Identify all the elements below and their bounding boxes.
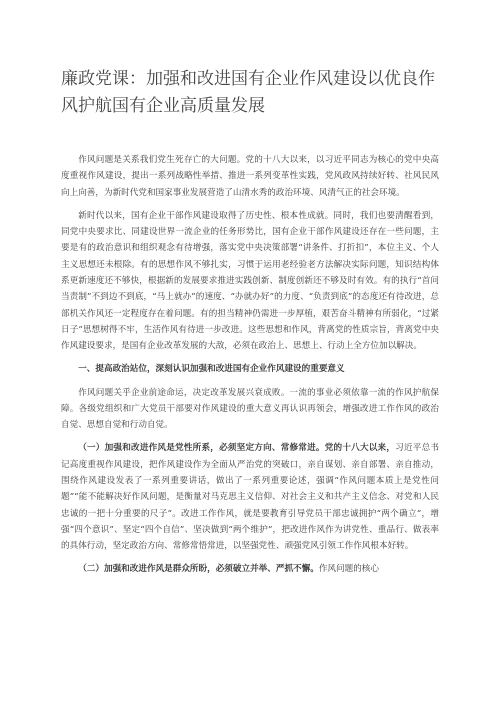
point-body: 作风问题的核心 (318, 564, 379, 575)
paragraph: 作风问题是关系我们党生死存亡的大问题。党的十八大以来，以习近平同志为核心的党中央高度重视作风建设，提出一系列战略性举措、推进一系列变革性实践，党风政风持续好转、社风民风向上向善，为新时代党和国家事业发展营造了山清水秀的政治环境、风清气正的社会环境。 (61, 155, 439, 198)
paragraph (61, 561, 439, 577)
point-body: 习近平总书记高度重视作风建设，把作风建设作为全面从严治党的突破口，亲自谋划、亲自部署、亲自推动，围绕作风建设发表了一系列重要讲话，做出了一系列重要论述，强调“作风问题本质上是党性问题”“能不能解决好作风问题，是衡量对马克思主义信仰、对社会主义和共产主义信念、对党和人民忠诚的一把十分重要的尺子”。改进工作作风，就是要教育引导党员干部忠诚拥护“两个确立”，增强“四个意识”、坚定“四个自信”、坚决做到“两个维护”，把改进作风作为讲党性、重品行、做表率的具体行动，坚定政治方向、常修常悟常进，以坚强党性、顽强党风引领工作作风根本好转。 (61, 443, 439, 552)
point-lead: （一）加强和改进作风是党性所系，必须坚定方向、常修常进。党的十八大以来， (78, 443, 396, 454)
paragraph: 新时代以来，国有企业干部作风建设取得了历史性、根本性成就。同时，我们也要清醒看到，同党中央要求比、同建设世界一流企业的任务形势比，国有企业干部作风建设还存在一些问题，主要是有的政治意识和组织观念有待增强，落实党中央决策部署“讲条件、打折扣”，本位主义、个人主义思想还未根除。有的思想作风不够扎实，习惯于运用老经验老方法解决实际问题，知识结构体系更新速度还不够快，根据新的发展要求推进实践创新、制度创新还不够及时有效。有的执行“首问当责制”不到边不到底，“马上就办”的速度、“办就办好”的力度、“负责到底”的态度还有待改进，总部机关作风还一定程度存在着问题。有的担当精神仍需进一步厚植，艰苦奋斗精神有所弱化，“过紧日子”思想树得不牢，生活作风有待进一步改进。这些思想和作风，背离党的性质宗旨，背离党中央作风建设要求，是国有企业改革发展的大敌，必须在政治上、思想上、行动上全方位加以解决。 (61, 210, 439, 352)
paragraph (61, 440, 439, 554)
document-title: 廉政党课：加强和改进国有企业作风建设以优良作风护航国有企业高质量发展 (61, 69, 435, 116)
point-lead: （二）加强和改进作风是群众所盼，必须破立并举、严抓不懈。 (78, 564, 319, 575)
document-body (61, 152, 439, 584)
paragraph: 作风问题关乎企业前途命运，决定改革发展兴衰成败。一流的事业必须依靠一流的作风护航保障。各级党组织和广大党员干部要对作风建设的重大意义再认识再领会，增强改进工作作风的政治自觉、思想自觉和行动自觉。 (61, 387, 439, 431)
section-heading: 一、提高政治站位，深刻认识加强和改进国有企业作风建设的重要意义 (78, 364, 345, 375)
